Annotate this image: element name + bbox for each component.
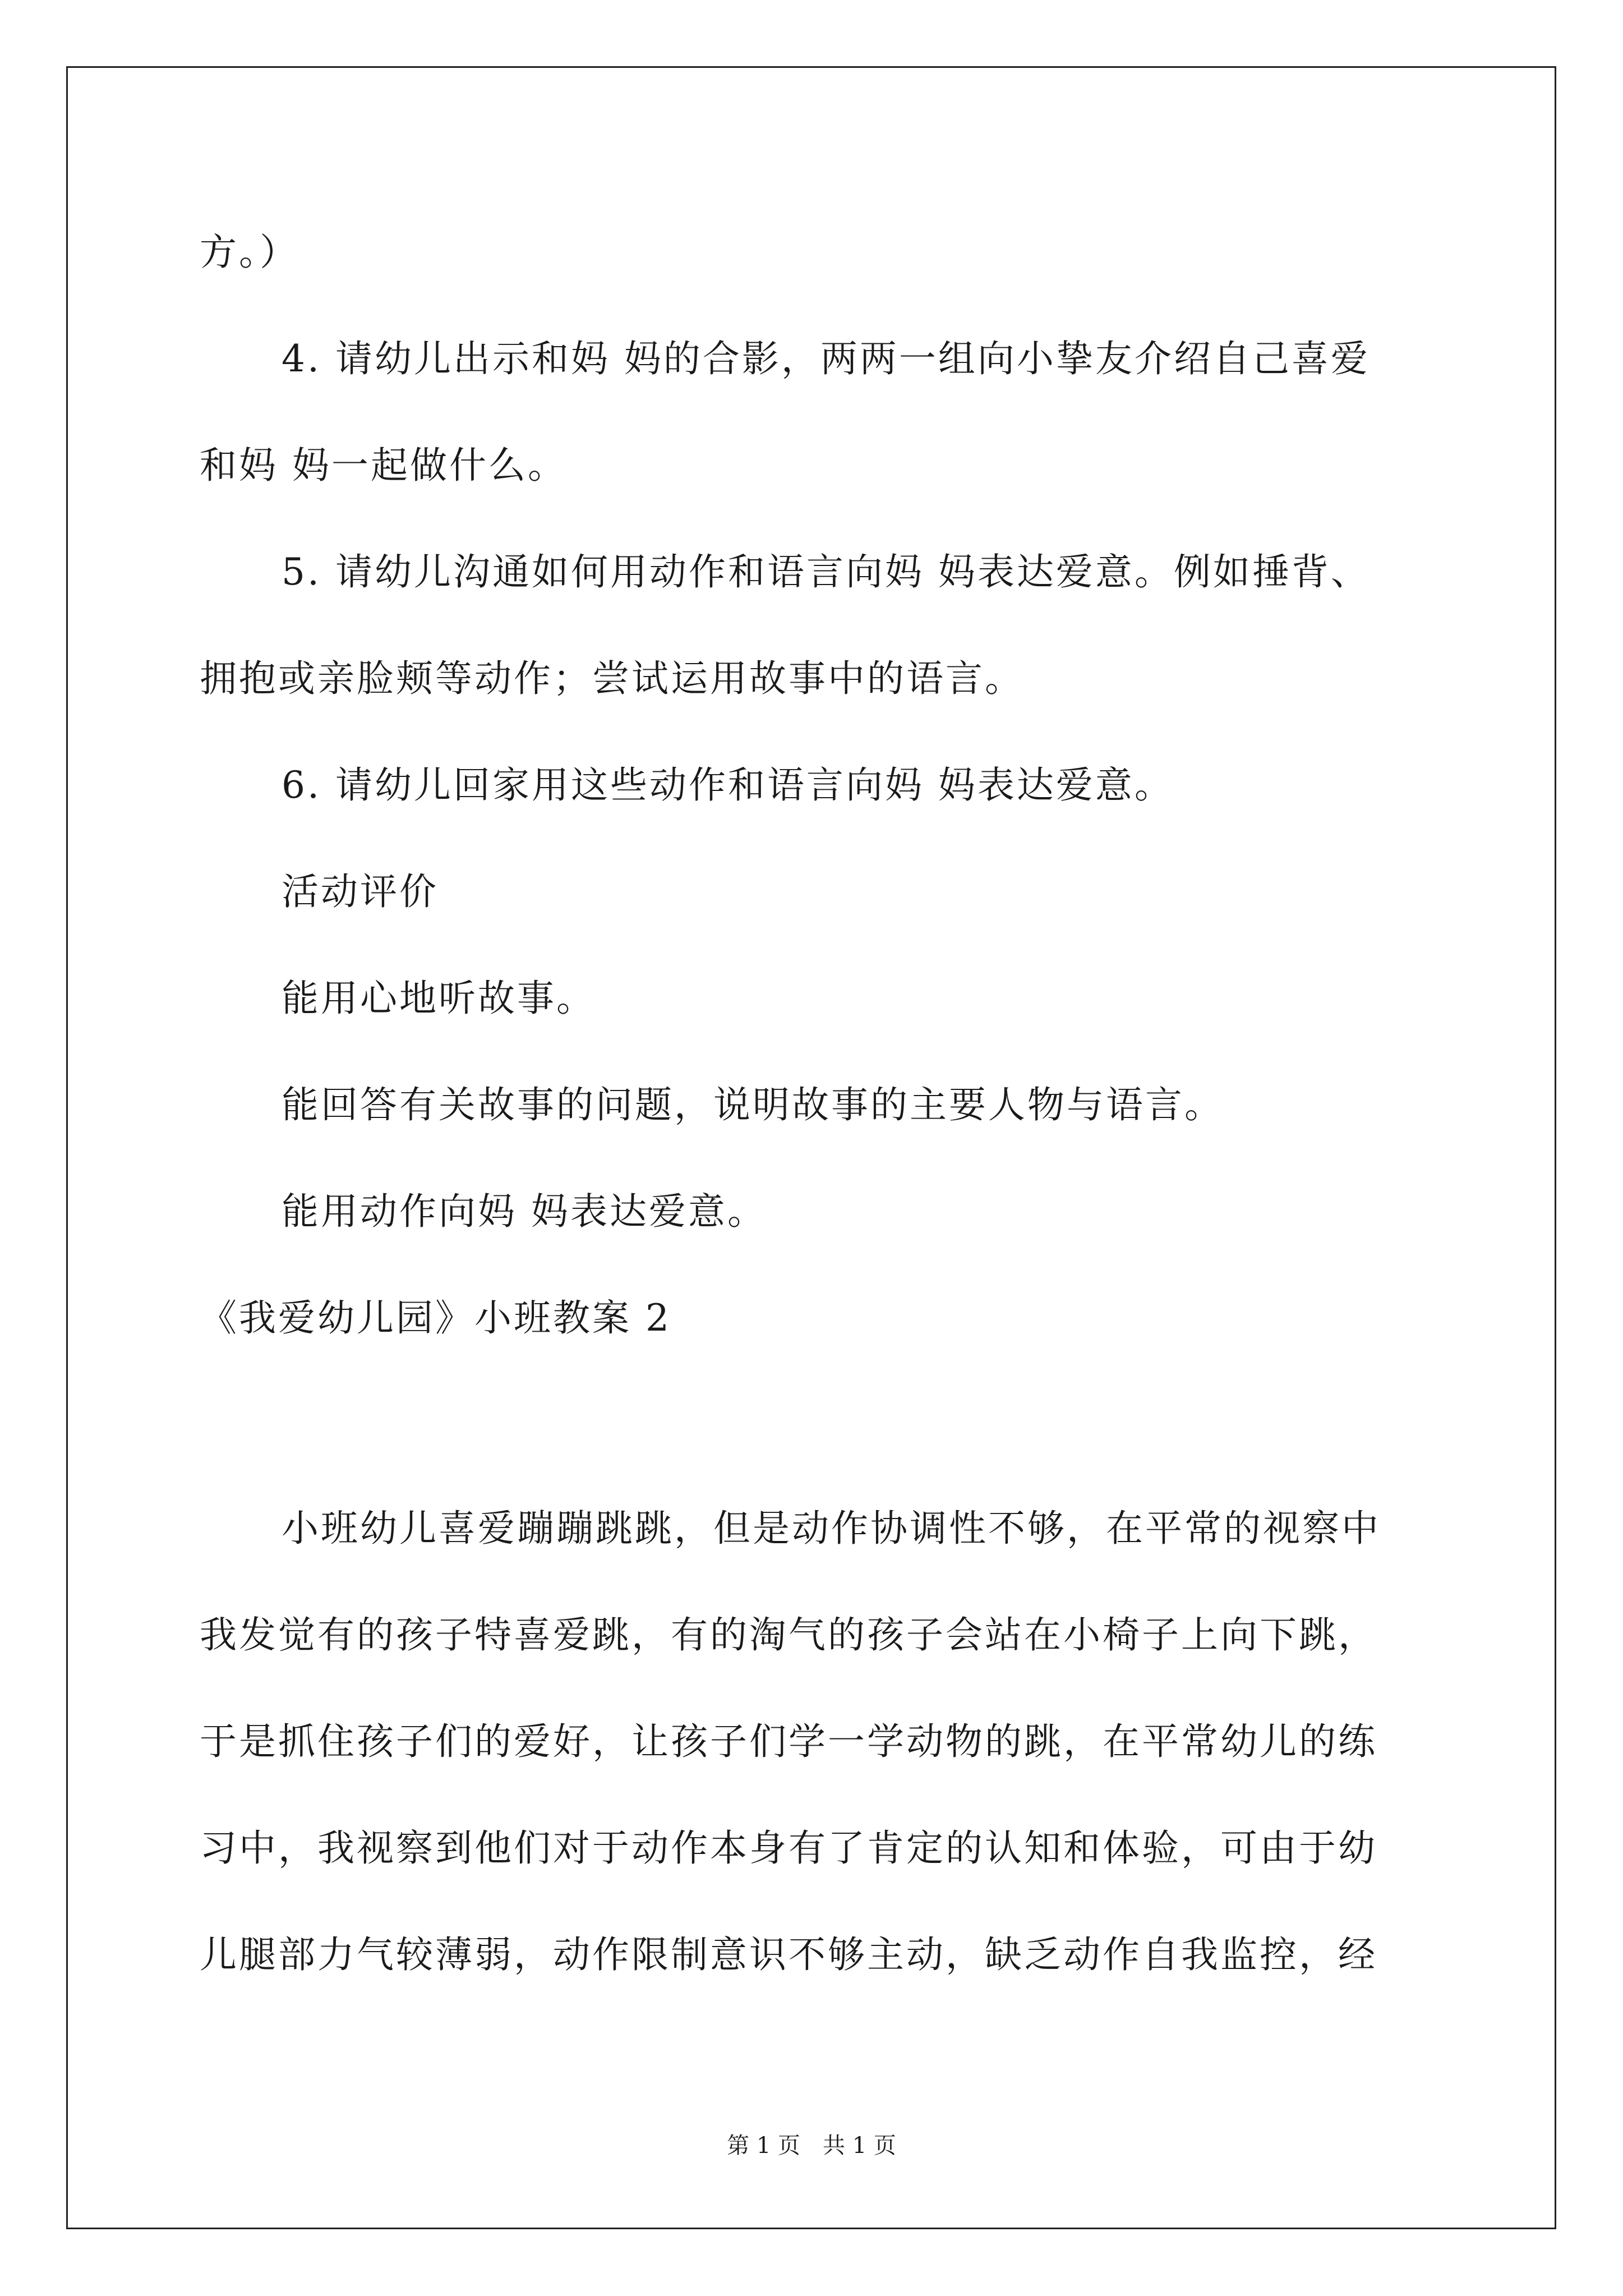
text-line: 6. 请幼儿回家用这些动作和语言向妈 妈表达爱意。 [282, 763, 1174, 807]
text-line: 能用心地听故事。 [282, 977, 596, 1020]
text-line: 我发觉有的孩子特喜爱跳，有的淘气的孩子会站在小椅子上向下跳， [200, 1613, 1377, 1657]
text-line: 能回答有关故事的问题，说明故事的主要人物与语言。 [282, 1083, 1224, 1126]
text-line: 小班幼儿喜爱蹦蹦跳跳，但是动作协调性不够，在平常的视察中 [282, 1507, 1381, 1550]
text-line: 能用动作向妈 妈表达爱意。 [282, 1190, 767, 1233]
document-title: 《我爱幼儿园》小班教案 2 [200, 1296, 671, 1340]
text-line: 儿腿部力气较薄弱，动作限制意识不够主动，缺乏动作自我监控，经 [200, 1933, 1377, 1976]
text-line: 5. 请幼儿沟通如何用动作和语言向妈 妈表达爱意。例如捶背、 [282, 550, 1370, 593]
text-line: 和妈 妈一起做什么。 [200, 444, 567, 487]
text-line: 于是抓住孩子们的爱好，让孩子们学一学动物的跳，在平常幼儿的练 [200, 1720, 1377, 1763]
page-border [66, 66, 1556, 2229]
text-line: 4. 请幼儿出示和妈 妈的合影，两两一组向小挚友介绍自己喜爱 [282, 337, 1370, 380]
text-line: 拥抱或亲脸颊等动作；尝试运用故事中的语言。 [200, 657, 1024, 700]
page-number-footer: 第 1 页 共 1 页 [727, 2133, 896, 2159]
text-line: 习中，我视察到他们对于动作本身有了肯定的认知和体验，可由于幼 [200, 1826, 1377, 1870]
text-line: 方。） [200, 231, 299, 274]
section-heading: 活动评价 [282, 870, 439, 913]
